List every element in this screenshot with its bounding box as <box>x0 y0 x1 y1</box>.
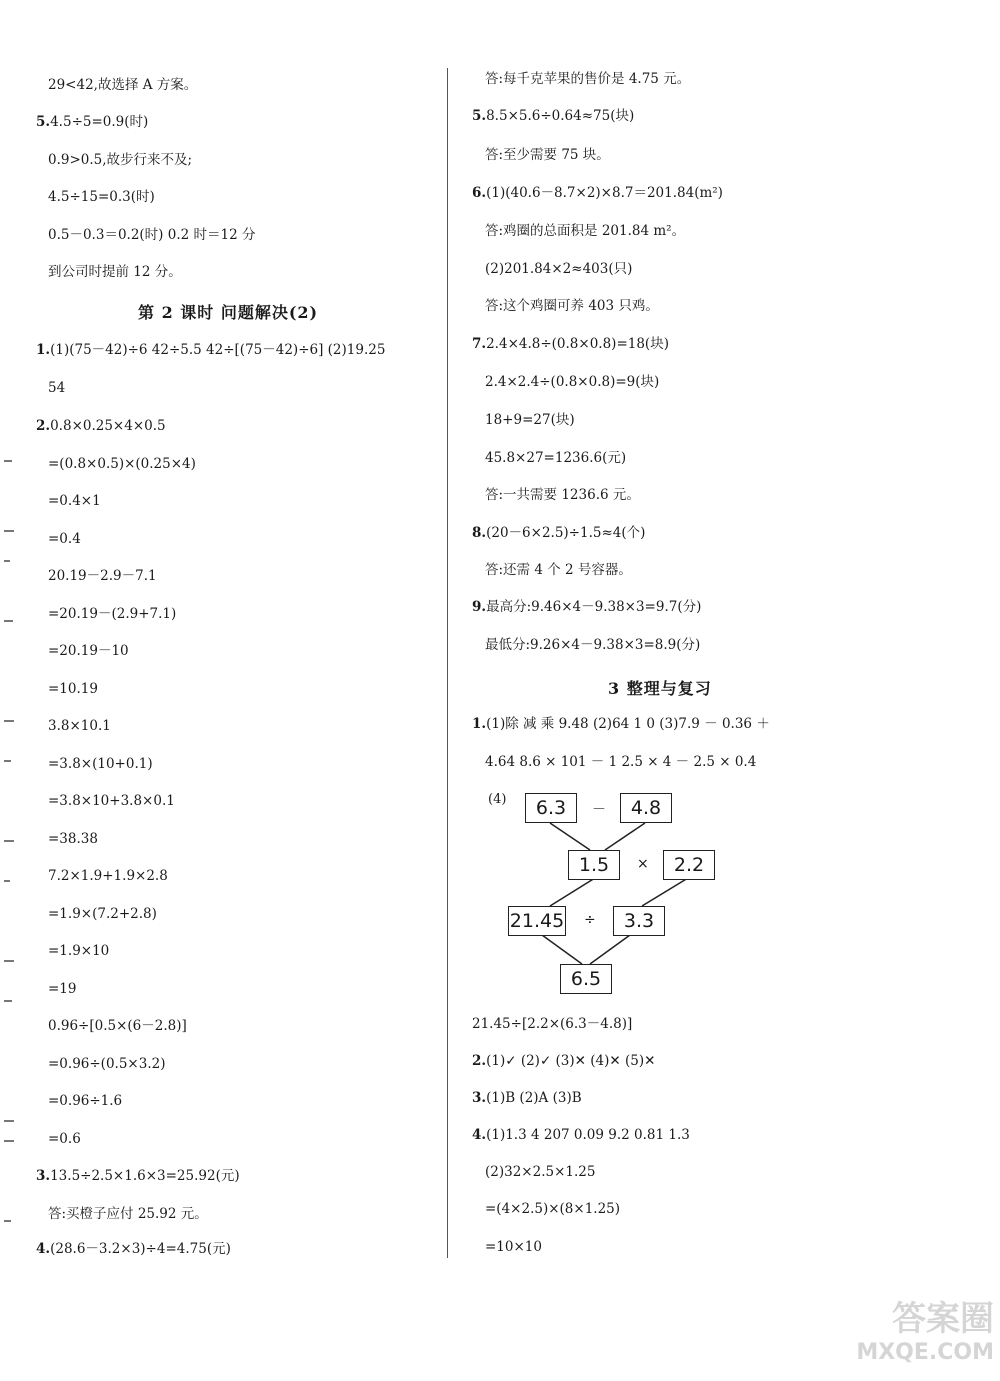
right-column-line <box>472 598 701 616</box>
question-number: 5. <box>472 108 487 124</box>
answer-text: =0.96÷(0.5×3.2) <box>48 1056 166 1072</box>
answer-text: =19 <box>48 981 77 997</box>
answer-text: 13.5÷2.5×1.6×3=25.92(元) <box>50 1168 240 1184</box>
right-column-line <box>485 1163 595 1181</box>
answer-text: 29<42,故选择 A 方案。 <box>48 77 198 93</box>
column-divider <box>447 68 448 1258</box>
right-column-line <box>485 222 685 240</box>
answer-text: =10×10 <box>485 1239 542 1255</box>
left-column-line <box>48 980 77 998</box>
answer-text: =20.19－10 <box>48 643 129 659</box>
answer-text: =(0.8×0.5)×(0.25×4) <box>48 456 196 472</box>
left-column-line <box>48 530 81 548</box>
right-column-line <box>485 297 659 315</box>
tree-box-4-8: 4.8 <box>620 793 672 823</box>
right-column-line <box>485 411 575 429</box>
left-column-line <box>48 755 153 773</box>
left-column-line <box>48 1092 122 1110</box>
answer-text: =(4×2.5)×(8×1.25) <box>485 1201 621 1217</box>
answer-text: 4.5÷15=0.3(时) <box>48 189 155 205</box>
question-number: 1. <box>472 716 487 732</box>
left-column-line <box>48 717 111 735</box>
watermark-url: MXQE.COM <box>856 1340 994 1365</box>
right-column-line <box>485 260 632 278</box>
question-number: 9. <box>472 599 487 615</box>
left-column-line <box>48 455 196 473</box>
answer-text: 54 <box>48 380 66 396</box>
left-column-line <box>48 151 192 169</box>
answer-text: 到公司时提前 12 分。 <box>48 264 182 280</box>
question-number: 3. <box>36 1168 51 1184</box>
tree-box-3-3: 3.3 <box>613 906 665 936</box>
watermark-logo <box>844 1291 994 1375</box>
answer-text: =3.8×10+3.8×0.1 <box>48 793 175 809</box>
section-heading-lesson-2: 第 2 课时 问题解决(2) <box>138 303 319 322</box>
answer-text: 0.96÷[0.5×(6－2.8)] <box>48 1018 187 1034</box>
answer-text: (2)32×2.5×1.25 <box>485 1164 596 1180</box>
tree-label: (4) <box>488 792 507 807</box>
left-column-line <box>48 680 98 698</box>
answer-text: (1)B (2)A (3)B <box>486 1090 582 1106</box>
answer-text: =10.19 <box>48 681 98 697</box>
left-column-line <box>36 417 166 435</box>
left-column-line <box>48 605 176 623</box>
left-column-line <box>48 263 182 281</box>
answer-text: (1)✓ (2)✓ (3)✕ (4)✕ (5)✕ <box>486 1053 656 1069</box>
right-column-line <box>472 1052 655 1070</box>
right-column-line <box>472 1126 690 1144</box>
right-column-line <box>485 1200 620 1218</box>
tree-box-6-3: 6.3 <box>525 793 577 823</box>
answer-text: 0.9>0.5,故步行来不及; <box>48 152 193 168</box>
answer-text: 4.5÷5=0.9(时) <box>50 114 149 130</box>
left-column-line <box>48 379 65 397</box>
tree-op-times: × <box>637 856 649 872</box>
right-column-line <box>472 715 770 733</box>
answer-text: 21.45÷[2.2×(6.3－4.8)] <box>472 1016 633 1032</box>
right-column-line <box>472 524 645 542</box>
right-column-line <box>472 335 669 353</box>
question-number: 3. <box>472 1090 487 1106</box>
watermark-text: 答案圈 <box>892 1299 994 1339</box>
right-column-line <box>472 1015 632 1033</box>
answer-text: 最高分:9.46×4－9.38×3=9.7(分) <box>486 599 702 615</box>
answer-text: =38.38 <box>48 831 98 847</box>
question-number: 2. <box>472 1053 487 1069</box>
answer-text: =0.4 <box>48 531 81 547</box>
tree-box-2-2: 2.2 <box>663 850 715 880</box>
right-column-line <box>485 373 659 391</box>
answer-text: =0.6 <box>48 1131 81 1147</box>
answer-text: (1)1.3 4 207 0.09 9.2 0.81 1.3 <box>486 1127 690 1143</box>
left-column-line <box>36 1240 231 1258</box>
left-column-line <box>48 867 168 885</box>
left-column-line <box>48 76 197 94</box>
question-number: 4. <box>36 1241 51 1257</box>
answer-text: 2.4×2.4÷(0.8×0.8)=9(块) <box>485 374 660 390</box>
left-column-line <box>48 905 157 923</box>
question-number: 1. <box>36 342 51 358</box>
left-column-line <box>48 188 155 206</box>
right-column-line <box>485 70 690 88</box>
question-number: 5. <box>36 114 51 130</box>
answer-text: (28.6－3.2×3)÷4=4.75(元) <box>50 1241 231 1257</box>
right-column-line <box>472 107 634 125</box>
answer-text: =20.19－(2.9+7.1) <box>48 606 177 622</box>
question-number: 6. <box>472 185 487 201</box>
section-heading-review: 3 整理与复习 <box>608 679 712 698</box>
left-column-line <box>48 1205 208 1223</box>
tree-box-1-5: 1.5 <box>568 850 620 880</box>
right-column-line <box>472 184 723 202</box>
tree-op-minus: － <box>592 802 606 818</box>
left-column-line <box>36 341 385 359</box>
left-column-line <box>48 830 98 848</box>
answer-text: 20.19－2.9－7.1 <box>48 568 157 584</box>
answer-text: 答:至少需要 75 块。 <box>485 147 610 163</box>
page-edge-marks <box>4 60 14 1280</box>
answer-text: 2.4×4.8÷(0.8×0.8)=18(块) <box>486 336 669 352</box>
answer-text: =0.96÷1.6 <box>48 1093 123 1109</box>
tree-box-21-45: 21.45 <box>508 906 566 936</box>
question-number: 2. <box>36 418 51 434</box>
tree-op-divide: ÷ <box>584 912 596 928</box>
answer-text: 答:鸡圈的总面积是 201.84 m²。 <box>485 223 686 239</box>
right-column-line <box>485 146 610 164</box>
answer-text: 0.8×0.25×4×0.5 <box>50 418 166 434</box>
answer-text: 3.8×10.1 <box>48 718 111 734</box>
question-number: 8. <box>472 525 487 541</box>
answer-text: 18+9=27(块) <box>485 412 575 428</box>
left-column-line <box>48 1130 81 1148</box>
answer-text: =3.8×(10+0.1) <box>48 756 153 772</box>
answer-text: (1)(40.6－8.7×2)×8.7＝201.84(m²) <box>486 185 723 201</box>
left-column-line <box>48 1055 165 1073</box>
answer-text: 答:每千克苹果的售价是 4.75 元。 <box>485 71 691 87</box>
answer-text: 答:还需 4 个 2 号容器。 <box>485 562 632 578</box>
right-column-line <box>485 449 626 467</box>
answer-text: =1.9×10 <box>48 943 110 959</box>
left-column-line <box>48 567 157 585</box>
question-number: 7. <box>472 336 487 352</box>
left-column-line <box>48 226 255 244</box>
answer-text: 答:买橙子应付 25.92 元。 <box>48 1206 208 1222</box>
answer-text: 最低分:9.26×4－9.38×3=8.9(分) <box>485 637 701 653</box>
answer-text: (2)201.84×2≈403(只) <box>485 261 633 277</box>
right-column-line <box>485 636 700 654</box>
answer-text: 8.5×5.6÷0.64≈75(块) <box>486 108 635 124</box>
question-number: 4. <box>472 1127 487 1143</box>
right-column-line <box>485 1238 542 1256</box>
tree-box-6-5: 6.5 <box>560 964 612 994</box>
left-column-line <box>48 1017 187 1035</box>
answer-text: =1.9×(7.2+2.8) <box>48 906 157 922</box>
calculation-tree-diagram <box>480 780 720 1010</box>
left-column-line <box>48 792 175 810</box>
right-column-line <box>485 486 640 504</box>
left-column-line <box>48 492 101 510</box>
left-column-line <box>48 942 109 960</box>
answer-text: 0.5－0.3＝0.2(时) 0.2 时＝12 分 <box>48 227 256 243</box>
answer-text: 答:一共需要 1236.6 元。 <box>485 487 640 503</box>
answer-text: =0.4×1 <box>48 493 101 509</box>
answer-text: 7.2×1.9+1.9×2.8 <box>48 868 168 884</box>
right-column-line <box>485 753 756 771</box>
answer-text: (1)(75－42)÷6 42÷5.5 42÷[(75－42)÷6] (2)19.25 <box>50 342 386 358</box>
left-column-line <box>48 642 129 660</box>
answer-text: 4.64 8.6 × 101 － 1 2.5 × 4 － 2.5 × 0.4 <box>485 754 757 770</box>
answer-text: (1)除 减 乘 9.48 (2)64 1 0 (3)7.9 － 0.36 ＋ <box>486 716 770 732</box>
right-column-line <box>485 561 632 579</box>
answer-text: (20－6×2.5)÷1.5≈4(个) <box>486 525 646 541</box>
answer-text: 45.8×27=1236.6(元) <box>485 450 627 466</box>
answer-text: 答:这个鸡圈可养 403 只鸡。 <box>485 298 659 314</box>
left-column-line <box>36 1167 240 1185</box>
left-column-line <box>36 113 148 131</box>
right-column-line <box>472 1089 582 1107</box>
